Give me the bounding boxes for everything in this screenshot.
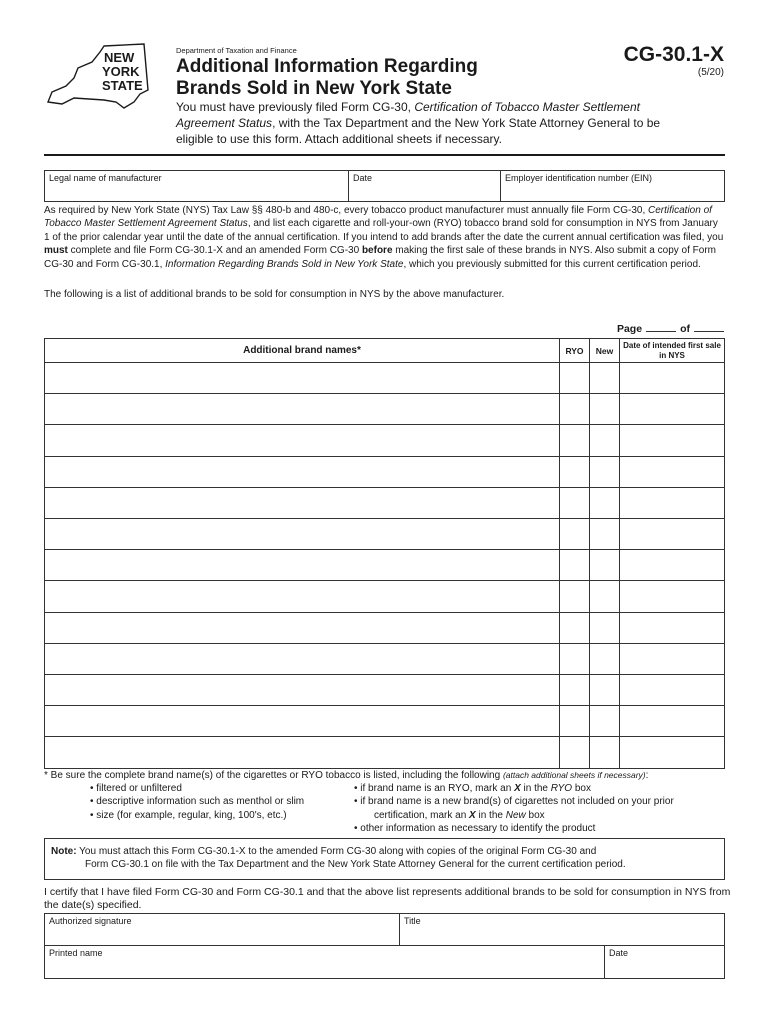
first-sale-date-cell[interactable] — [620, 394, 724, 424]
signature-date-field[interactable] — [605, 946, 724, 978]
new-checkbox-cell[interactable] — [590, 550, 620, 580]
new-checkbox-cell[interactable] — [590, 457, 620, 487]
table-row — [45, 457, 724, 488]
requirements-paragraph — [44, 204, 725, 271]
body-italic-1: Certification of Tobacco Master Settlement Agreement Status — [44, 205, 712, 230]
page-indicator — [617, 322, 724, 335]
table-row — [45, 550, 724, 581]
bullet-ryo-x: X — [514, 783, 521, 794]
footnote-colon: : — [645, 770, 649, 781]
bullet-new-text-3: box — [525, 809, 545, 821]
col-ryo: RYO — [560, 339, 590, 362]
brand-name-cell[interactable] — [45, 706, 560, 736]
body-part-1: As required by New York State (NYS) Tax Law §§ 480-b and 480-c, every tobacco product manufacturer must annually file Form CG-30, — [44, 205, 648, 216]
intro-italic: Certification of Tobacco Master Settlement Agreement Status — [176, 100, 640, 130]
first-sale-date-cell[interactable] — [620, 644, 724, 674]
table-row — [45, 706, 724, 737]
bullet-ryo — [354, 782, 734, 795]
signature-table — [44, 913, 725, 979]
form-title-line-1: Additional Information Regarding — [176, 56, 478, 77]
intro-text — [176, 99, 676, 147]
form-number: CG-30.1-X — [623, 43, 724, 66]
first-sale-date-cell[interactable] — [620, 550, 724, 580]
title-field[interactable] — [400, 914, 724, 945]
bullet-ryo-text-2: in the — [520, 783, 551, 794]
of-label: of — [680, 323, 690, 335]
brand-name-cell[interactable] — [45, 488, 560, 518]
bullet-new-box-name: New — [505, 809, 526, 821]
table-row — [45, 675, 724, 706]
table-row — [45, 425, 724, 456]
footnote-bullets-right — [354, 782, 734, 836]
bullet-size: • size (for example, regular, king, 100's, etc.) — [90, 809, 287, 821]
note-text-1: You must attach this Form CG-30.1-X to the amended Form CG-30 along with copies of the original Form CG-30 and — [76, 846, 597, 857]
footnote-bullets-left — [90, 782, 350, 822]
logo-line-3: STATE — [102, 78, 143, 93]
brand-name-cell[interactable] — [45, 644, 560, 674]
ryo-checkbox-cell[interactable] — [560, 488, 590, 518]
bullet-ryo-box-name: RYO — [550, 783, 573, 794]
ryo-checkbox-cell[interactable] — [560, 737, 590, 768]
ryo-checkbox-cell[interactable] — [560, 363, 590, 393]
ryo-checkbox-cell[interactable] — [560, 644, 590, 674]
date-label: Date — [353, 173, 373, 183]
first-sale-date-cell[interactable] — [620, 363, 724, 393]
note-line-1 — [51, 845, 718, 858]
authorized-signature-label: Authorized signature — [49, 916, 132, 926]
list-intro-text: The following is a list of additional brands to be sold for consumption in NYS by the above manufacturer. — [44, 289, 505, 300]
footnote-main: * Be sure the complete brand name(s) of the cigarettes or RYO tobacco is listed, including the following — [44, 770, 503, 781]
col-brand-name: Additional brand names* — [45, 339, 560, 362]
col-date: Date of intended first sale in NYS — [623, 341, 721, 360]
body-part-2: , and list each cigarette and roll-your-own (RYO) tobacco brand sold for consumption in NYS from January 1 of the prior calendar year until the date of the annual certification. If you intend to add brands after the date the current annual certification was filed, you — [44, 218, 724, 243]
brand-name-cell[interactable] — [45, 425, 560, 455]
first-sale-date-cell[interactable] — [620, 519, 724, 549]
note-box — [44, 838, 725, 880]
ryo-checkbox-cell[interactable] — [560, 550, 590, 580]
page-number-field[interactable] — [646, 322, 676, 332]
logo-line-1: NEW — [104, 50, 135, 65]
ryo-checkbox-cell[interactable] — [560, 394, 590, 424]
brand-name-cell[interactable] — [45, 581, 560, 611]
table-row — [45, 613, 724, 644]
new-checkbox-cell[interactable] — [590, 706, 620, 736]
nys-logo — [44, 42, 152, 112]
ryo-checkbox-cell[interactable] — [560, 706, 590, 736]
authorized-signature-field[interactable] — [45, 914, 400, 945]
table-row — [45, 394, 724, 425]
title-label: Title — [404, 916, 421, 926]
table-row — [45, 644, 724, 675]
first-sale-date-cell[interactable] — [620, 457, 724, 487]
brand-name-cell[interactable] — [45, 457, 560, 487]
table-row — [45, 737, 724, 768]
body-part-5: , which you previously submitted for this current certification period. — [403, 258, 701, 270]
note-label: Note: — [51, 846, 77, 857]
ryo-checkbox-cell[interactable] — [560, 519, 590, 549]
brand-name-cell[interactable] — [45, 737, 560, 768]
bullet-new-text: certification, mark an — [374, 809, 470, 821]
page-total-field[interactable] — [694, 322, 724, 332]
table-row — [45, 488, 724, 519]
bullet-descriptive: • descriptive information such as menthol or slim — [90, 796, 305, 808]
form-title-line-2: Brands Sold in New York State — [176, 78, 452, 99]
form-title — [176, 56, 576, 100]
bullet-new-brand: • if brand name is a new brand(s) of cigarettes not included on your prior — [354, 796, 674, 808]
first-sale-date-cell[interactable] — [620, 737, 724, 768]
brand-name-cell[interactable] — [45, 675, 560, 705]
brand-name-cell[interactable] — [45, 613, 560, 643]
legal-name-field[interactable] — [45, 171, 349, 201]
footnote — [44, 769, 734, 782]
bullet-new-x: X — [469, 809, 476, 821]
new-checkbox-cell[interactable] — [590, 363, 620, 393]
page-label: Page — [616, 323, 643, 335]
col-new: New — [590, 339, 620, 362]
brand-names-table — [44, 338, 725, 769]
body-bold-must: must — [44, 245, 68, 257]
first-sale-date-cell[interactable] — [620, 425, 724, 455]
ryo-checkbox-cell[interactable] — [560, 425, 590, 455]
signature-row-2 — [45, 946, 724, 978]
printed-name-label: Printed name — [49, 948, 103, 958]
table-row — [45, 581, 724, 612]
form-revision: (5/20) — [697, 67, 724, 78]
body-part-3: complete and file Form CG-30.1-X and an amended Form CG-30 — [67, 245, 362, 257]
brand-name-cell[interactable] — [45, 550, 560, 580]
new-checkbox-cell[interactable] — [590, 488, 620, 518]
footnote-attach: (attach additional sheets if necessary) — [502, 770, 646, 780]
header-divider — [44, 154, 725, 156]
table-body — [45, 363, 724, 768]
brand-name-cell[interactable] — [45, 363, 560, 393]
table-row — [45, 519, 724, 550]
first-sale-date-cell[interactable] — [620, 581, 724, 611]
bullet-ryo-text-3: box — [572, 783, 591, 794]
first-sale-date-cell[interactable] — [620, 675, 724, 705]
new-checkbox-cell[interactable] — [590, 613, 620, 643]
new-checkbox-cell[interactable] — [590, 519, 620, 549]
new-checkbox-cell[interactable] — [590, 581, 620, 611]
brand-name-cell[interactable] — [45, 394, 560, 424]
bullet-new-text-2: in the — [475, 809, 506, 821]
table-header — [45, 339, 724, 363]
bullet-other: • other information as necessary to identify the product — [354, 823, 596, 835]
new-checkbox-cell[interactable] — [590, 425, 620, 455]
ryo-checkbox-cell[interactable] — [560, 581, 590, 611]
note-line-2: Form CG-30.1 on file with the Tax Department and the New York State Attorney General for the current certification period. — [85, 859, 626, 871]
bullet-new-brand-cont — [354, 809, 734, 822]
new-york-state-map-icon — [44, 42, 152, 112]
first-sale-date-cell[interactable] — [620, 706, 724, 736]
body-italic-2: Information Regarding Brands Sold in New York State — [165, 258, 404, 270]
new-checkbox-cell[interactable] — [590, 675, 620, 705]
department-name: Department of Taxation and Finance — [176, 46, 297, 55]
new-checkbox-cell[interactable] — [590, 644, 620, 674]
body-bold-before: before — [361, 245, 393, 257]
first-sale-date-cell[interactable] — [620, 613, 724, 643]
ein-field[interactable] — [501, 171, 724, 201]
new-checkbox-cell[interactable] — [590, 394, 620, 424]
bullet-ryo-text: • if brand name is an RYO, mark an — [354, 783, 515, 794]
printed-name-field[interactable] — [45, 946, 605, 978]
first-sale-date-cell[interactable] — [620, 488, 724, 518]
ein-label: Employer identification number (EIN) — [505, 173, 653, 183]
table-row — [45, 363, 724, 394]
brand-name-cell[interactable] — [45, 519, 560, 549]
signature-row-1 — [45, 914, 724, 946]
ryo-checkbox-cell[interactable] — [560, 613, 590, 643]
body-part-4: making the first sale of these brands in NYS. Also submit a copy of Form CG-30 and Form CG-30.1, — [44, 245, 716, 270]
bullet-filtered: • filtered or unfiltered — [90, 783, 182, 794]
signature-date-label: Date — [609, 948, 629, 958]
logo-line-2: YORK — [102, 64, 140, 79]
certification-statement: I certify that I have filed Form CG-30 and Form CG-30.1 and that the above list represents additional brands to be sold for consumption in NYS from the date(s) specified. — [44, 886, 731, 912]
ryo-checkbox-cell[interactable] — [560, 675, 590, 705]
new-checkbox-cell[interactable] — [590, 737, 620, 768]
manufacturer-info-table — [44, 170, 725, 202]
date-field[interactable] — [349, 171, 501, 201]
ryo-checkbox-cell[interactable] — [560, 457, 590, 487]
legal-name-label: Legal name of manufacturer — [49, 173, 162, 183]
intro-part-2: , with the Tax Department and the New York State Attorney General to be eligible to use this form. Attach additional sheets if necessary. — [176, 116, 661, 146]
intro-part-1: You must have previously filed Form CG-30, — [176, 100, 415, 114]
